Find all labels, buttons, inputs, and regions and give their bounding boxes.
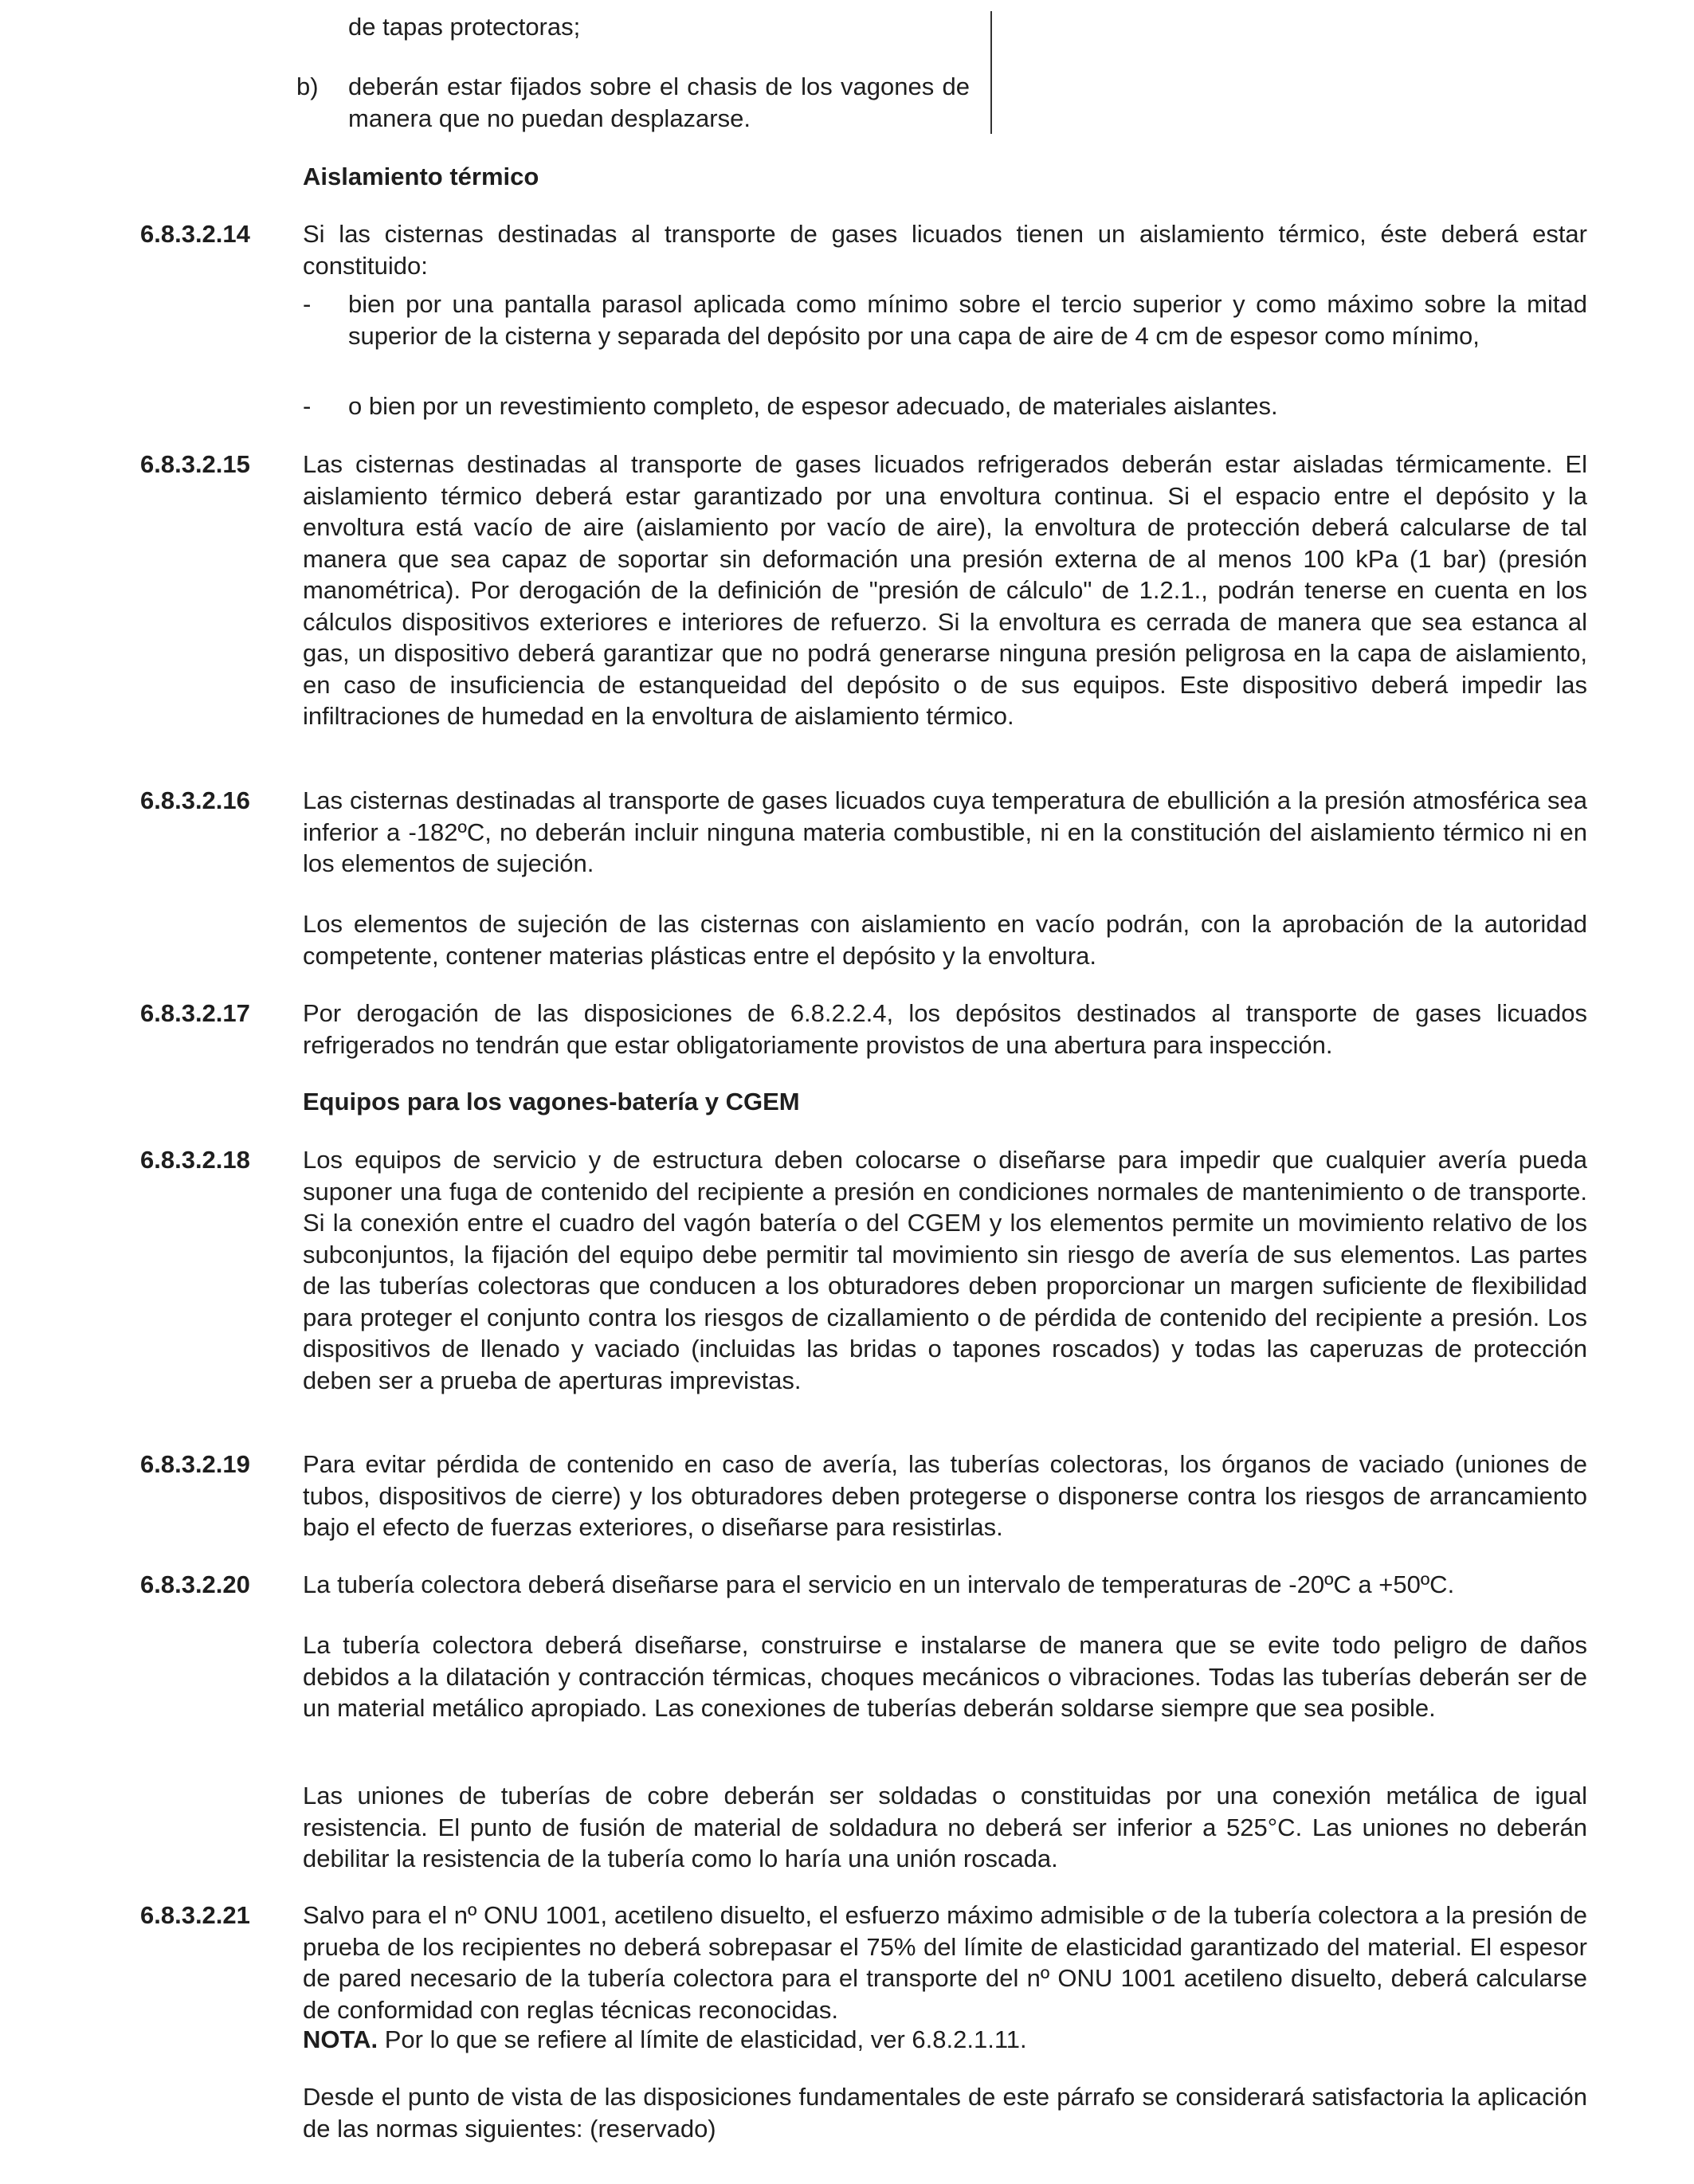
section-number: 6.8.3.2.18 — [140, 1146, 250, 1174]
section-number: 6.8.3.2.21 — [140, 1901, 250, 1929]
section-number: 6.8.3.2.16 — [140, 786, 250, 814]
paragraph: Los elementos de sujeción de las cisternas con aislamiento en vacío podrán, con la aprobación de la autoridad competente, contener materias plásticas entre el depósito y la envoltura. — [303, 910, 1587, 970]
note-text: Por lo que se refiere al límite de elasticidad, ver 6.8.2.1.11. — [378, 2025, 1027, 2053]
paragraph: Para evitar pérdida de contenido en caso de avería, las tuberías colectoras, los órganos de vaciado (uniones de tubos, dispositivos de cierre) y los obturadores deben protegerse o disponerse contra los riesgos de arrancamiento bajo el efecto de fuerzas exteriores, o diseñarse para resistirlas. — [303, 1450, 1587, 1541]
bullet-text: bien por una pantalla parasol aplicada como mínimo sobre el tercio superior y como máximo sobre la mitad superior de la cisterna y separada del depósito por una capa de aire de 4 cm de espesor como mínimo, — [348, 290, 1587, 350]
bullet-text: o bien por un revestimiento completo, de espesor adecuado, de materiales aislantes. — [348, 392, 1278, 420]
paragraph: Las cisternas destinadas al transporte de gases licuados cuya temperatura de ebullición a la presión atmosférica sea inferior a -182ºC, no deberán incluir ninguna materia combustible, ni en la constitución del aislamiento térmico ni en los elementos de sujeción. — [303, 786, 1587, 877]
section-number: 6.8.3.2.19 — [140, 1450, 250, 1478]
bullet-marker: - — [303, 290, 312, 318]
change-bar — [990, 11, 992, 134]
heading-aislamiento: Aislamiento térmico — [303, 163, 539, 190]
note — [303, 2024, 1587, 2056]
continued-line: de tapas protectoras; — [348, 13, 581, 41]
bullet-marker: - — [303, 392, 312, 420]
paragraph: La tubería colectora deberá diseñarse para el servicio en un intervalo de temperaturas de -20ºC a +50ºC. — [303, 1570, 1455, 1598]
list-item-b: deberán estar fijados sobre el chasis de los vagones de manera que no puedan desplazarse. — [348, 73, 970, 132]
paragraph: Desde el punto de vista de las disposiciones fundamentales de este párrafo se considerará satisfactoria la aplicación de las normas siguientes: (reservado) — [303, 2083, 1587, 2143]
heading-equipos: Equipos para los vagones-batería y CGEM — [303, 1088, 800, 1116]
section-number: 6.8.3.2.20 — [140, 1570, 250, 1598]
paragraph: Por derogación de las disposiciones de 6.8.2.2.4, los depósitos destinados al transporte de gases licuados refrigerados no tendrán que estar obligatoriamente provistos de una abertura para inspección. — [303, 999, 1587, 1059]
section-number: 6.8.3.2.15 — [140, 450, 250, 478]
paragraph: La tubería colectora deberá diseñarse, construirse e instalarse de manera que se evite todo peligro de daños debidos a la dilatación y contracción térmicas, choques mecánicos o vibraciones. Todas las tuberías deberán ser de un material metálico apropiado. Las conexiones de tuberías deberán soldarse siempre que sea posible. — [303, 1631, 1587, 1722]
list-marker-b: b) — [296, 73, 319, 100]
paragraph: Las cisternas destinadas al transporte de gases licuados refrigerados deberán estar aisladas térmicamente. El aislamiento térmico deberá estar garantizado por una envoltura continua. Si el espacio entre el depósito y la envoltura está vacío de aire (aislamiento por vacío de aire), la envoltura de protección deberá calcularse de tal manera que sea capaz de soportar sin deformación una presión externa de al menos 100 kPa (1 bar) (presión manométrica). Por derogación de la definición de "presión de cálculo" de 1.2.1., podrán tenerse en cuenta en los cálculos dispositivos exteriores e interiores de refuerzo. Si la envoltura es cerrada de manera que sea estanca al gas, un dispositivo deberá garantizar que no podrá generarse ninguna presión peligrosa en la capa de aislamiento, en caso de insuficiencia de estanqueidad del depósito o de sus equipos. Este dispositivo deberá impedir las infiltraciones de humedad en la envoltura de aislamiento térmico. — [303, 450, 1587, 730]
paragraph: Salvo para el nº ONU 1001, acetileno disuelto, el esfuerzo máximo admisible σ de la tubería colectora a la presión de prueba de los recipientes no deberá sobrepasar el 75% del límite de elasticidad garantizado del material. El espesor de pared necesario de la tubería colectora para el transporte del nº ONU 1001 acetileno disuelto, deberá calcularse de conformidad con reglas técnicas reconocidas. — [303, 1901, 1587, 2024]
section-number: 6.8.3.2.14 — [140, 220, 250, 248]
paragraph: Los equipos de servicio y de estructura deben colocarse o diseñarse para impedir que cualquier avería pueda suponer una fuga de contenido del recipiente a presión en condiciones normales de mantenimiento o de transporte. Si la conexión entre el cuadro del vagón batería o del CGEM y los elementos permite un movimiento relativo de los subconjuntos, la fijación del equipo debe permitir tal movimiento sin riesgo de avería de sus elementos. Las partes de las tuberías colectoras que conducen a los obturadores deben proporcionar un margen suficiente de flexibilidad para proteger el conjunto contra los riesgos de cizallamiento o de pérdida de contenido del recipiente a presión. Los dispositivos de llenado y vaciado (incluidas las bridas o tapones roscados) y todas las caperuzas de protección deben ser a prueba de aperturas imprevistas. — [303, 1146, 1587, 1394]
paragraph: Las uniones de tuberías de cobre deberán ser soldadas o constituidas por una conexión metálica de igual resistencia. El punto de fusión de material de soldadura no deberá ser inferior a 525°C. Las uniones no deberán debilitar la resistencia de la tubería como lo haría una unión roscada. — [303, 1782, 1587, 1872]
section-number: 6.8.3.2.17 — [140, 999, 250, 1027]
paragraph: Si las cisternas destinadas al transporte de gases licuados tienen un aislamiento térmico, éste deberá estar constituido: — [303, 220, 1587, 280]
note-label: NOTA. — [303, 2025, 378, 2053]
